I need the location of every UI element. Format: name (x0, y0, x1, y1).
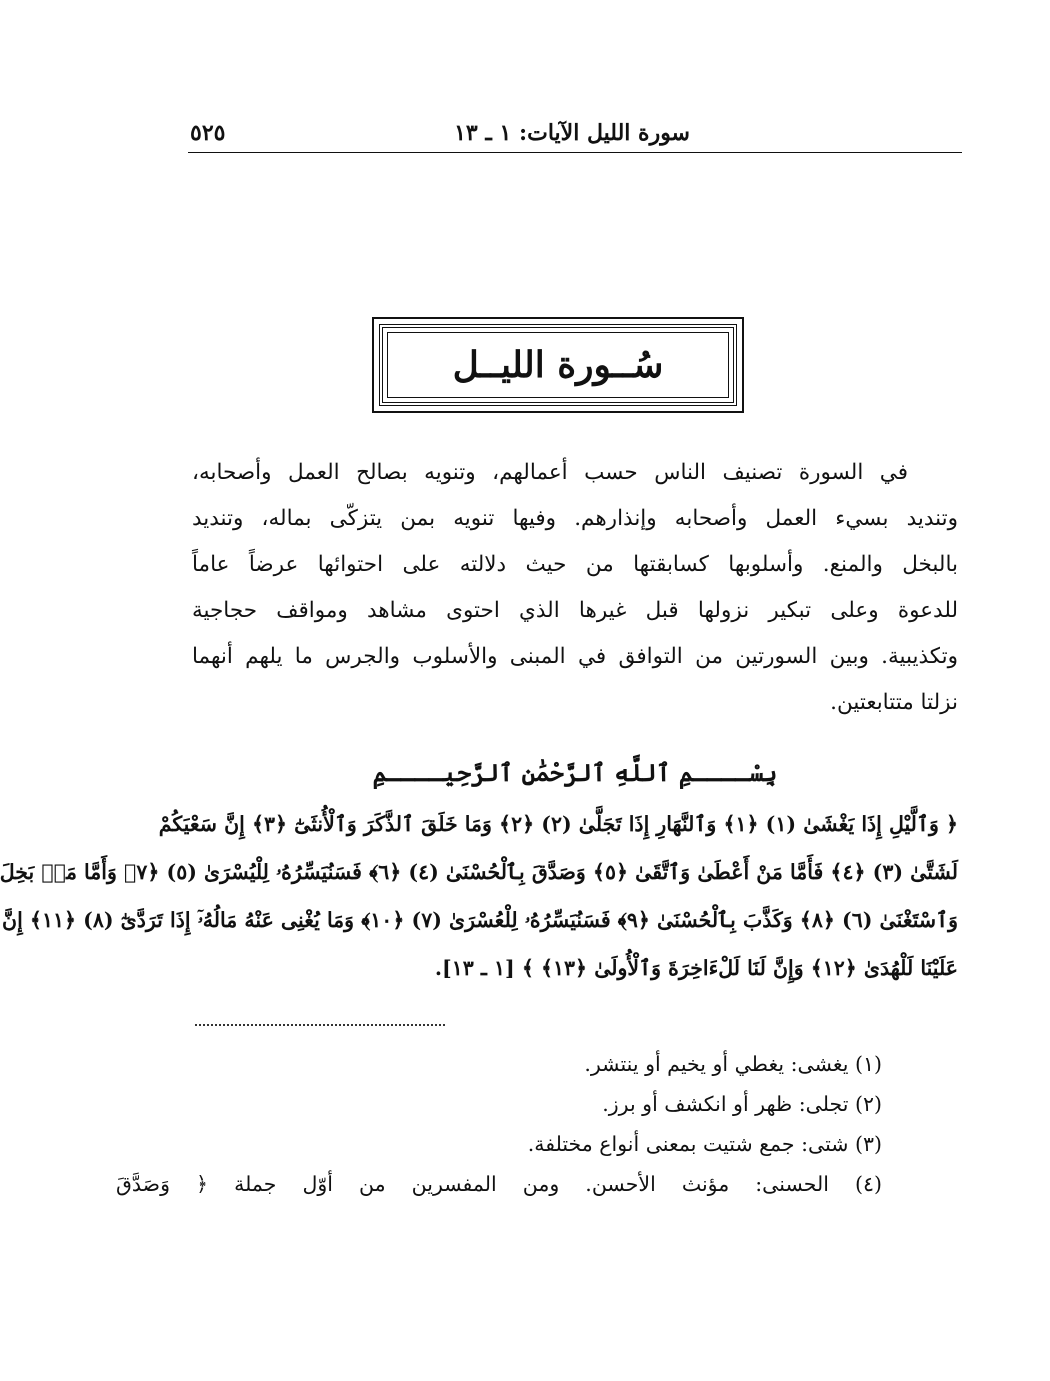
page-number: ٥٢٥ (190, 120, 226, 146)
surah-title: سُــورة الليــل (452, 344, 664, 386)
intro-line: للدعوة وعلى تبكير نزولها قبل غيرها الذي احتوى مشاهد ومواقف حجاجية (192, 598, 958, 623)
running-title: سورة الليل الآيات: ١ ـ ١٣ (454, 120, 690, 146)
verse-line: عَلَيْنَا لَلْهُدَىٰ ﴿١٢﴾ وَإِنَّ لَنَا لَلْءَاخِرَةَ وَٱلْأُولَىٰ ﴿١٣﴾ ﴾ [١ ـ ١٣]. (434, 956, 958, 980)
verse-line: وَٱسْتَغْنَىٰ (٦) ﴿٨﴾ وَكَذَّبَ بِٱلْحُسْنَىٰ ﴿٩﴾ فَسَنُيَسِّرُهُۥ لِلْعُسْرَىٰ (٧) ﴿١٠﴾ وَمَا يُغْنِى عَنْهُ مَالُهُۥٓ إِذَا تَرَدَّىٰٓ (٨) ﴿١١﴾ إِنَّ (2, 908, 958, 932)
footnotes (116, 1044, 882, 1204)
footnote: (١) يغشى: يغطي أو يخيم أو ينتشر. (584, 1052, 882, 1076)
intro-line: وتكذيبية. وبين السورتين من التوافق في المبنى والأسلوب والجرس ما يلهم أنهما (192, 644, 958, 669)
intro-paragraph (192, 450, 958, 726)
intro-line: في السورة تصنيف الناس حسب أعمالهم، وتنويه بصالح العمل وأصحابه، (192, 460, 908, 485)
footnote: (٣) شتى: جمع شتيت بمعنى أنواع مختلفة. (527, 1132, 882, 1156)
footnote-separator (195, 1024, 445, 1026)
header-rule (188, 152, 962, 153)
surah-title-frame-inner (379, 324, 737, 406)
intro-line: بالبخل والمنع. وأسلوبها كسابقتها من حيث دلالته على احتوائها عرضاً عاماً (192, 552, 958, 577)
intro-line: وتنديد بسيء العمل وأصحابه وإنذارهم. وفيها تنويه بمن يتزكّى بماله، وتنديد (192, 506, 958, 531)
page-header (190, 120, 960, 154)
intro-line: نزلتا متتابعتين. (830, 690, 958, 715)
surah-title-frame (372, 317, 744, 413)
verse-line: لَشَتَّىٰ (٣) ﴿٤﴾ فَأَمَّا مَنْ أَعْطَىٰ وَٱتَّقَىٰ ﴿٥﴾ وَصَدَّقَ بِٱلْحُسْنَىٰ (٤) ﴿٦﴾ فَسَنُيَسِّرُهُۥ لِلْيُسْرَىٰ (٥) ﴿٧﴾ وَأَمَّا مَنۢ بَخِلَ (0, 860, 958, 884)
footnote: (٤) الحسنى: مؤنث الأحسن. ومن المفسرين من أوّل جملة ﴿ وَصَدَّقَ (116, 1172, 882, 1196)
verse-line: ﴿ وَٱلَّيْلِ إِذَا يَغْشَىٰ (١) ﴿١﴾ وَٱلنَّهَارِ إِذَا تَجَلَّىٰ (٢) ﴿٢﴾ وَمَا خَلَقَ ٱلذَّكَرَ وَٱلْأُنثَىٰٓ ﴿٣﴾ إِنَّ سَعْيَكُمْ (158, 812, 958, 836)
footnote: (٢) تجلى: ظهر أو انكشف أو برز. (602, 1092, 882, 1116)
basmala: بِسْــــمِ ٱللَّهِ ٱلرَّحْمَٰنِ ٱلرَّحِيــــمِ (372, 758, 778, 787)
quran-verses (0, 800, 958, 992)
